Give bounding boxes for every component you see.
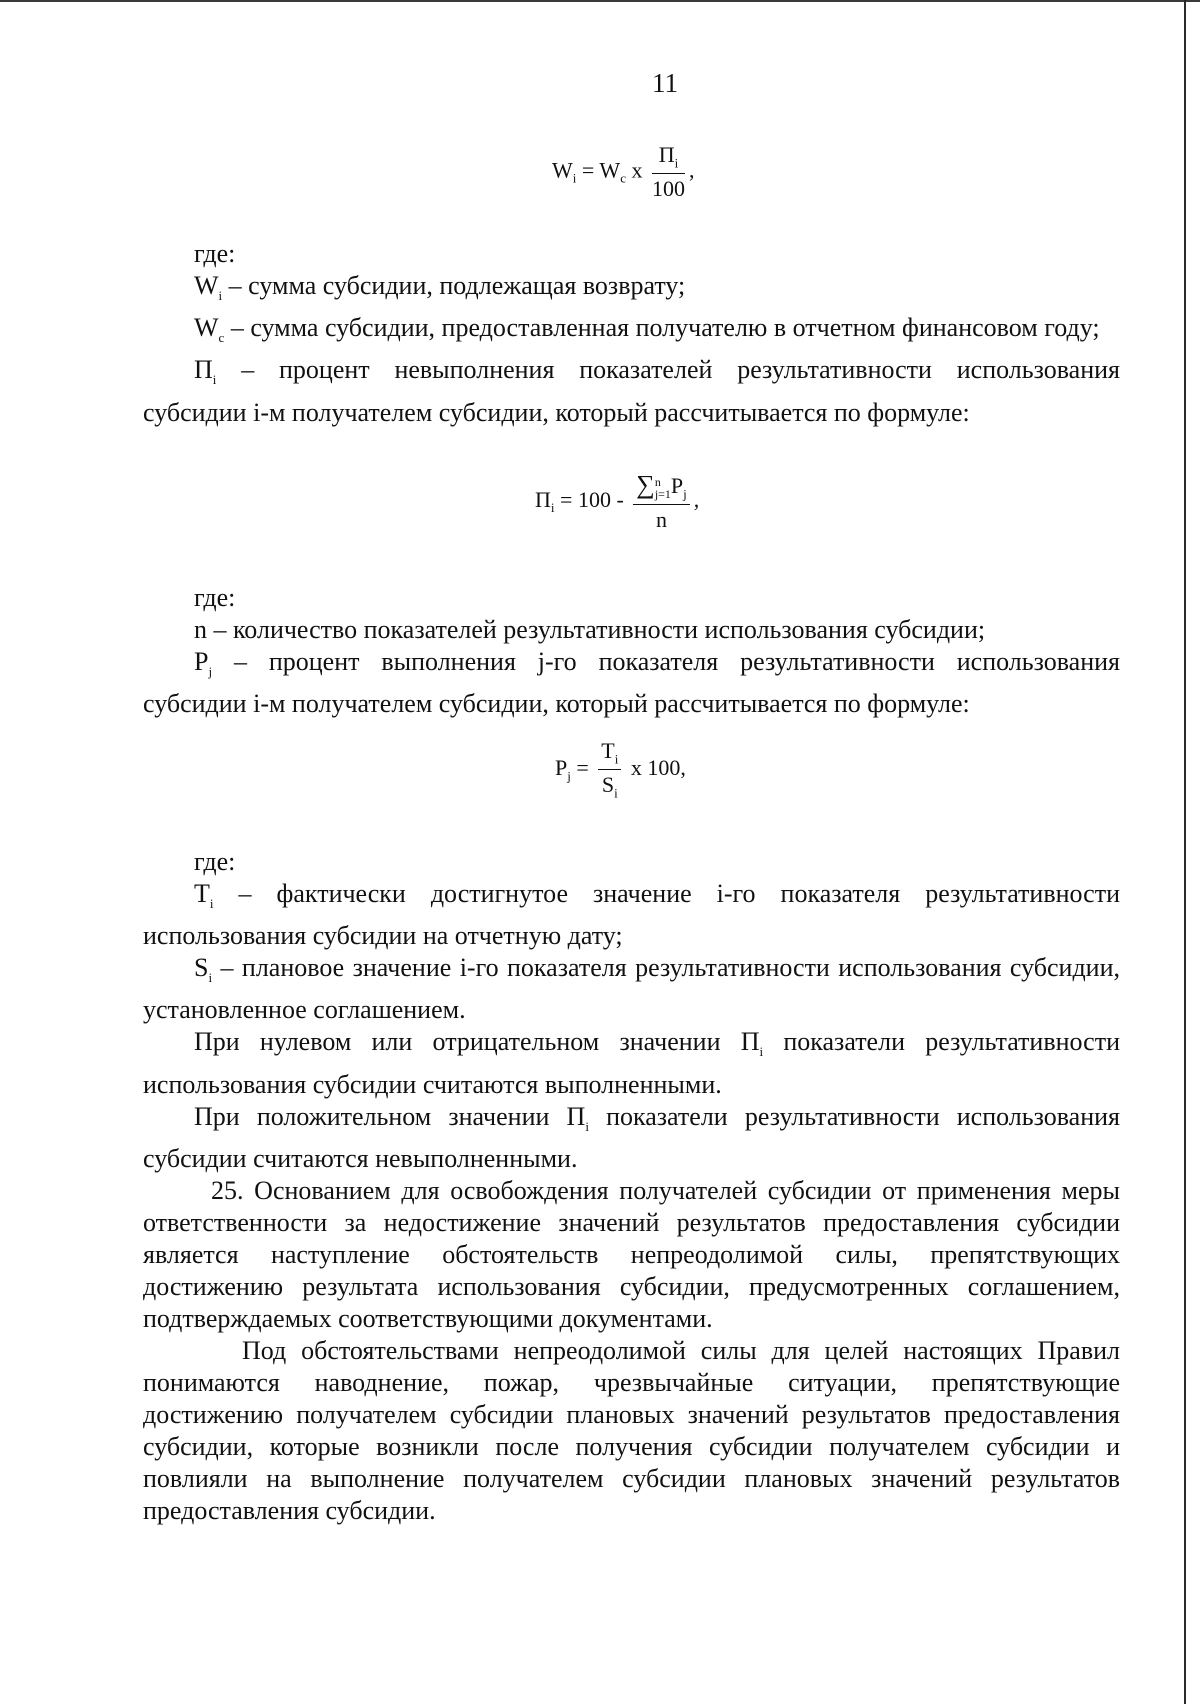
- definitions-block-2: [143, 582, 1120, 720]
- formula-pi: [535, 470, 699, 533]
- formula-pi-equals: =: [560, 486, 573, 512]
- def-pi-symbol: П: [194, 355, 213, 385]
- def-wi-text: – сумма субсидии, подлежащая возврату;: [222, 271, 686, 300]
- def-si-text: – плановое значение i-го показателя результативности использования субсидии, установленное соглашением.: [143, 953, 1120, 1025]
- def-wi-sub: i: [218, 288, 223, 304]
- formula-pi-comma: ,: [693, 486, 700, 512]
- formula-wi-equals: =: [581, 157, 595, 183]
- sum-icon: ∑: [636, 470, 655, 499]
- formula-wi-num: П: [658, 142, 675, 167]
- def-ti-symbol: T: [194, 879, 210, 908]
- sum-upper-limit: n: [654, 474, 661, 489]
- formula-wi-numerator: [652, 142, 685, 174]
- formula-wi-comma: ,: [688, 157, 695, 183]
- def-pj-text: – процент выполнения j-го показателя результативности использования субсидии i-м получателем субсидии, который рассчитывается по формуле:: [143, 647, 1120, 719]
- formula-pi-fraction: [633, 470, 690, 533]
- positive-value-text-b: показатели результативности использования субсидии считаются невыполненными.: [143, 1101, 1120, 1173]
- where-label-1: где:: [194, 239, 236, 268]
- formula-pj-numerator: [598, 738, 621, 770]
- positive-value-sub: i: [585, 1118, 589, 1134]
- formula-pj-equals: =: [576, 754, 589, 780]
- formula-pi-denominator: n: [656, 507, 668, 533]
- definitions-block-3: [143, 846, 1120, 1527]
- formula-wi-denominator: 100: [651, 176, 685, 202]
- zero-value-text-a: При нулевом или отрицательном значении П: [194, 1027, 760, 1057]
- definitions-block-1: [143, 238, 1120, 429]
- def-pj: [143, 646, 1120, 720]
- def-pi-sub: i: [212, 372, 217, 388]
- def-si: [143, 952, 1120, 1026]
- formula-pi-lhs: П: [535, 486, 551, 512]
- formula-pj-comma: ,: [680, 754, 686, 780]
- formula-wi-lhs: W: [552, 157, 573, 183]
- def-ti-text: – фактически достигнутое значение i-го показателя результативности использования субсидии на отчетную дату;: [143, 879, 1120, 951]
- where-label-2: где:: [194, 583, 236, 612]
- def-wc-text: – сумма субсидии, предоставленная получателю в отчетном финансовом году;: [224, 313, 1100, 343]
- formula-wi-wc: W: [599, 157, 621, 183]
- formula-pj-lhs-sub: j: [567, 768, 571, 784]
- sum-lower-limit: j=1: [654, 486, 671, 501]
- formula-wi-fraction: [652, 142, 685, 202]
- formula-wi: [552, 142, 694, 202]
- def-wi: [143, 270, 1120, 312]
- def-n: n – количество показателей результативности использования субсидии;: [194, 615, 986, 644]
- formula-pj-num-sub: i: [614, 751, 619, 767]
- formula-wi-wc-sub: c: [620, 170, 626, 186]
- def-wc: [143, 312, 1120, 354]
- page-number: 11: [652, 68, 678, 98]
- def-pj-sub: j: [208, 664, 213, 680]
- formula-pi-hundred: 100: [577, 486, 611, 512]
- formula-pj-num: T: [601, 738, 615, 763]
- formula-pi-numerator: [633, 470, 690, 505]
- formula-pi-lhs-sub: i: [550, 500, 555, 516]
- scan-edge-top: [0, 0, 1200, 2]
- formula-pj: [555, 738, 686, 802]
- formula-pj-den: S: [601, 772, 615, 798]
- zero-value-paragraph: [143, 1026, 1120, 1100]
- def-ti: [143, 878, 1120, 952]
- formula-wi-times: x: [631, 157, 643, 183]
- def-si-symbol: S: [194, 953, 209, 983]
- def-pi: [143, 354, 1120, 428]
- paragraph-25: 25. Основанием для освобождения получателей субсидии от применения меры ответственности за недостижение значений результатов предоставления субсидии является наступление обстоятельств непреодолимой силы, препятствующих достижению результата использования субсидии, предусмотренных соглашением, подтверждаемых соответствующими документами.: [143, 1175, 1120, 1333]
- def-pj-symbol: P: [194, 647, 209, 676]
- def-wc-symbol: W: [194, 313, 219, 343]
- formula-pj-fraction: [598, 738, 621, 802]
- def-pi-text: – процент невыполнения показателей результативности использования субсидии i-м получателем субсидии, который рассчитывается по формуле:: [143, 355, 1120, 427]
- formula-pj-lhs: P: [555, 754, 568, 780]
- formula-pj-den-sub: i: [614, 785, 618, 801]
- formula-pj-times: x 100: [630, 754, 681, 780]
- def-wi-symbol: W: [194, 271, 219, 300]
- zero-value-text-b: показатели результативности использования субсидии считаются выполненными.: [143, 1027, 1120, 1099]
- formula-pi-minus: -: [616, 486, 624, 512]
- zero-value-sub: i: [759, 1044, 764, 1060]
- positive-value-text-a: При положительном значении П: [194, 1101, 586, 1131]
- where-label-3: где:: [194, 847, 236, 876]
- positive-value-paragraph: [143, 1101, 1120, 1175]
- def-wc-sub: c: [218, 330, 225, 346]
- formula-pi-pj: P: [670, 473, 684, 498]
- formula-pj-denominator: [598, 770, 621, 801]
- formula-wi-lhs-sub: i: [572, 170, 577, 186]
- def-ti-sub: i: [209, 896, 214, 912]
- scan-edge-right: [1184, 0, 1186, 1704]
- formula-pi-pj-sub: j: [683, 486, 687, 502]
- force-majeure-paragraph: Под обстоятельствами непреодолимой силы для целей настоящих Правил понимаются наводнение, пожар, чрезвычайные ситуации, препятствующие достижению получателем субсидии плановых значений результатов предоставления субсидии, которые возникли после получения субсидии получателем субсидии и повлияли на выполнение получателем субсидии плановых значений результатов предоставления субсидии.: [143, 1335, 1120, 1525]
- def-si-sub: i: [208, 970, 213, 986]
- formula-wi-num-sub: i: [674, 155, 679, 171]
